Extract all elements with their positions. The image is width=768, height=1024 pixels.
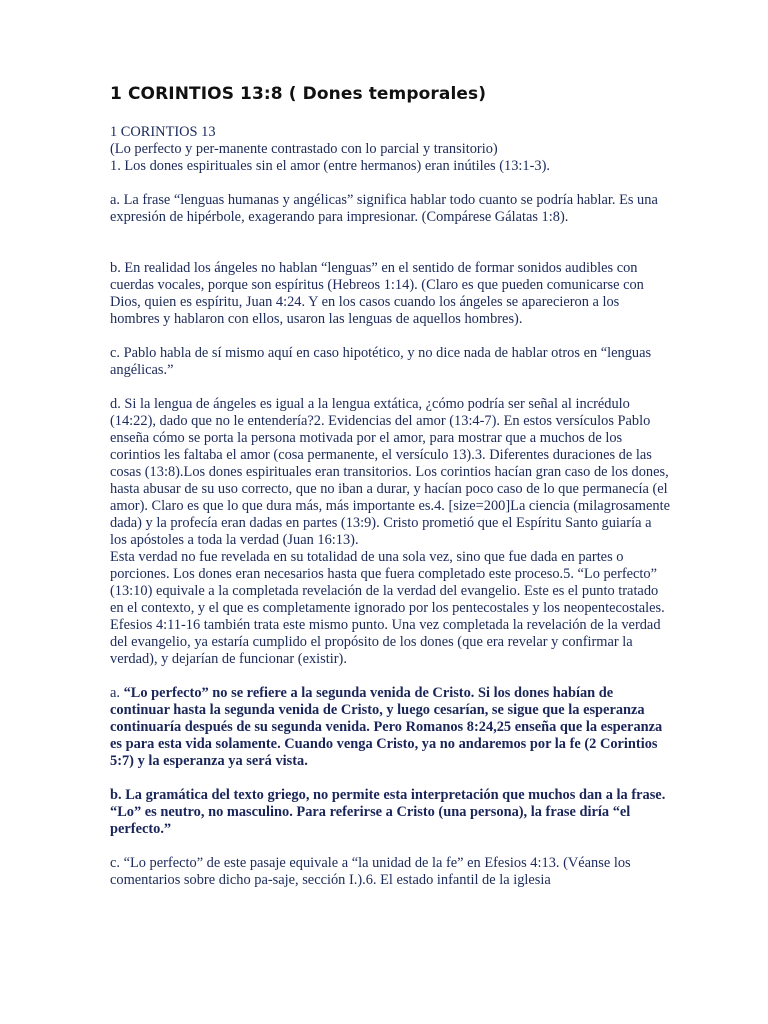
bold-paragraph-b: b. La gramática del texto griego, no permite esta interpretación que muchos dan a la frase. “Lo” es neutro, no masculino. Para referirse a Cristo (una persona), la frase diría “el perfecto.” <box>110 787 666 837</box>
spacer <box>110 668 670 685</box>
paragraph-f: c. “Lo perfecto” de este pasaje equivale a “la unidad de la fe” en Efesios 4:13. (Véanse los comentarios sobre dicho pa-saje, sección I.).6. El estado infantil de la iglesia <box>110 855 631 888</box>
paragraph-e: Esta verdad no fue revelada en su totalidad de una sola vez, sino que fue dada en partes o porciones. Los dones eran necesarios hasta que fuera completado este proceso.5. “Lo perfecto” (13:10) equivale a la completada revelación de la verdad del evangelio. Este es el punto tratado en el contexto, y el que es completamente ignorado por los pentecostales y los neopentecostales. Efesios 4:11-16 también trata este mismo punto. Una vez completada la revelación de la verdad del evangelio, ya estaría cumplido el propósito de los dones (que era revelar y confirmar la verdad), y dejarían de funcionar (existir). <box>110 549 665 667</box>
bold-paragraph-a-lead: a. <box>110 685 124 701</box>
spacer <box>110 175 670 192</box>
spacer <box>110 328 670 345</box>
spacer <box>110 770 670 787</box>
bold-paragraph-a-text: “Lo perfecto” no se refiere a la segunda venida de Cristo. Si los dones habían de continuar hasta la segunda venida de Cristo, y luego cesarían, se sigue que la esperanza continuaría después de su segunda venida. Pero Romanos 8:24,25 enseña que la esperanza es para esta vida solamente. Cuando venga Cristo, ya no andaremos por la fe (2 Corintios 5:7) y la esperanza ya será vista. <box>110 685 663 769</box>
paragraph-d: d. Si la lengua de ángeles es igual a la lengua extática, ¿cómo podría ser señal al incrédulo (14:22), dado que no le entendería?2. Evidencias del amor (13:4-7). En estos versículos Pablo enseña cómo se porta la persona motivada por el amor, para mostrar que a muchos de los corintios les faltaba el amor (cosa permanente, el versículo 13).3. Diferentes duraciones de las cosas (13:8).Los dones espirituales eran transitorios. Los corintios hacían gran caso de los dones, hasta abusar de su uso correcto, que no iban a durar, y hacían poco caso de lo que permanecía (el amor). Claro es que lo que dura más, más importante es.4. [size=200]La ciencia (milagrosamente dada) y la profecía eran dadas en partes (13:9). Cristo prometió que el Espíritu Santo guiaría a los apóstoles a toda la verdad (Juan 16:13). <box>110 396 670 548</box>
paragraph-a: a. La frase “lenguas humanas y angélicas” significa hablar todo cuanto se podría hablar. Es una expresión de hipérbole, exagerando para impresionar. (Compárese Gálatas 1:8). <box>110 192 658 225</box>
paragraph-b: b. En realidad los ángeles no hablan “lenguas” en el sentido de formar sonidos audibles con cuerdas vocales, porque son espíritus (Hebreos 1:14). (Claro es que pueden comunicarse con Dios, quien es espíritu, Juan 4:24. Y en los casos cuando los ángeles se aparecieron a los hombres y hablaron con ellos, usaron las lenguas de aquellos hombres). <box>110 260 644 327</box>
paragraph-c: c. Pablo habla de sí mismo aquí en caso hipotético, y no dice nada de hablar otros en “lenguas angélicas.” <box>110 345 652 378</box>
intro-line-3: 1. Los dones espirituales sin el amor (entre hermanos) eran inútiles (13:1-3). <box>110 158 550 174</box>
spacer <box>110 379 670 396</box>
document-page <box>110 84 670 889</box>
document-title: 1 CORINTIOS 13:8 ( Dones temporales) <box>110 84 487 104</box>
spacer <box>110 838 670 855</box>
bold-paragraph-a <box>110 685 670 770</box>
intro-line-2: (Lo perfecto y per-manente contrastado con lo parcial y transitorio) <box>110 141 498 157</box>
spacer <box>110 226 670 260</box>
intro-line-1: 1 CORINTIOS 13 <box>110 124 216 140</box>
